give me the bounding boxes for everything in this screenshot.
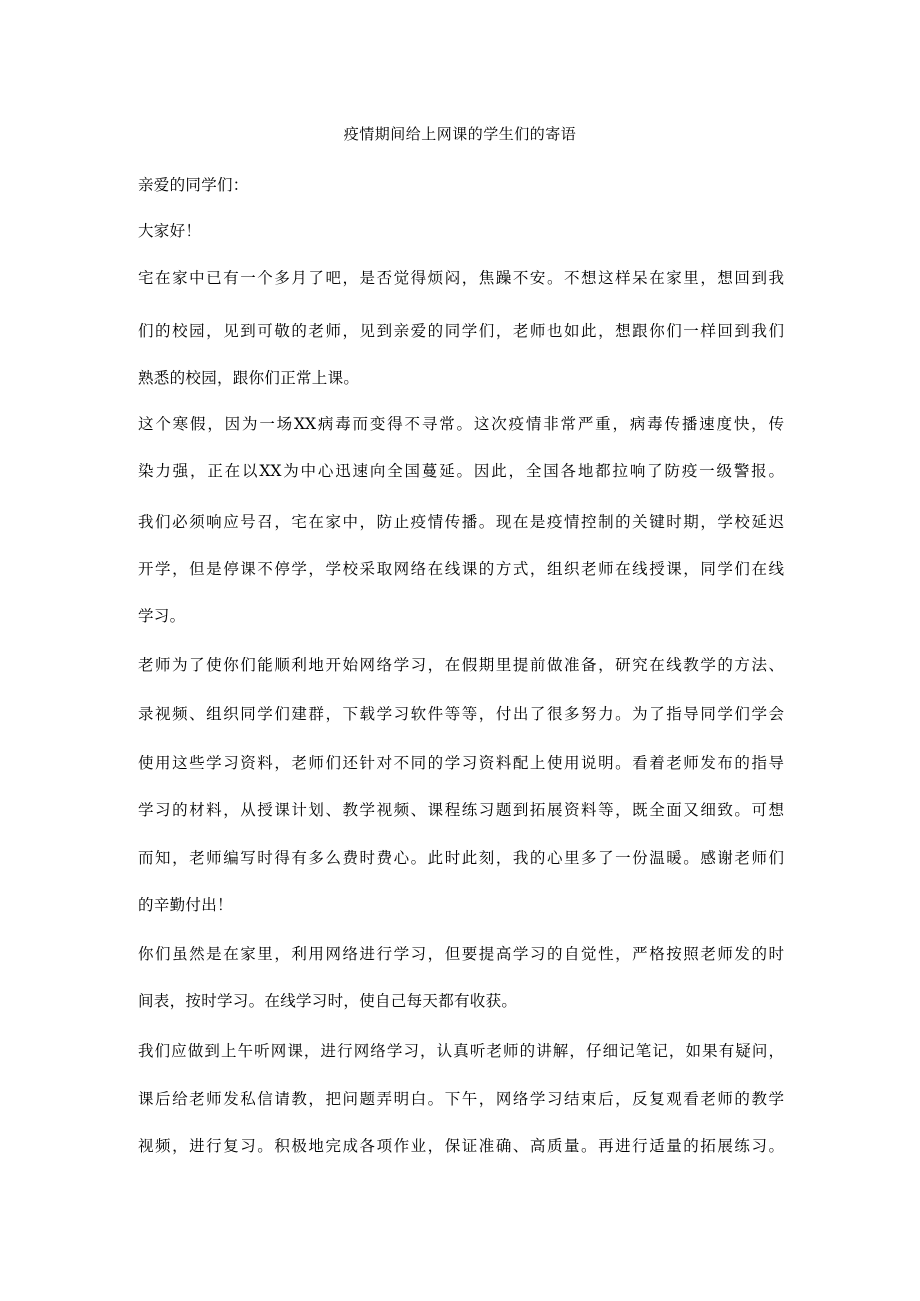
paragraph-3-line-3: 使用这些学习资料，老师们还针对不同的学习资料配上使用说明。看着老师发布的指导 [138, 754, 784, 772]
paragraph-3-line-1: 老师为了使你们能顺利地开始网络学习，在假期里提前做准备，研究在线教学的方法、 [138, 656, 784, 674]
paragraph-5-line-2: 课后给老师发私信请教，把问题弄明白。下午，网络学习结束后，反复观看老师的教学 [138, 1090, 784, 1108]
paragraph-2-line-5: 学习。 [138, 607, 186, 625]
paragraph-3-line-5: 而知，老师编写时得有多么费时费心。此时此刻，我的心里多了一份温暖。感谢老师们 [138, 849, 784, 867]
paragraph-2-line-2: 染力强，正在以XX为中心迅速向全国蔓延。因此，全国各地都拉响了防疫一级警报。 [138, 462, 784, 480]
paragraph-5-line-1: 我们应做到上午听网课，进行网络学习，认真听老师的讲解，仔细记笔记，如果有疑问， [138, 1042, 784, 1060]
paragraph-5-line-3: 视频，进行复习。积极地完成各项作业，保证准确、高质量。再进行适量的拓展练习。 [138, 1137, 784, 1155]
paragraph-1-line-3: 熟悉的校园，跟你们正常上课。 [138, 369, 360, 387]
salutation-line: 大家好！ [138, 222, 202, 240]
paragraph-2-line-4: 开学，但是停课不停学，学校采取网络在线课的方式，组织老师在线授课，同学们在线 [138, 560, 784, 578]
paragraph-4-line-2: 间表，按时学习。在线学习时，使自己每天都有收获。 [138, 992, 518, 1010]
paragraph-1-line-1: 宅在家中已有一个多月了吧，是否觉得烦闷，焦躁不安。不想这样呆在家里，想回到我 [138, 269, 784, 287]
paragraph-3-line-4: 学习的材料，从授课计划、教学视频、课程练习题到拓展资料等，既全面又细致。可想 [138, 801, 784, 819]
paragraph-3-line-6: 的辛勤付出！ [138, 896, 233, 914]
document-title: 疫情期间给上网课的学生们的寄语 [343, 125, 577, 143]
paragraph-2-line-3: 我们必须响应号召，宅在家中，防止疫情传播。现在是疫情控制的关键时期，学校延迟 [138, 513, 784, 531]
paragraph-1-line-2: 们的校园，见到可敬的老师，见到亲爱的同学们，老师也如此，想跟你们一样回到我们 [138, 322, 784, 340]
paragraph-3-line-2: 录视频、组织同学们建群，下载学习软件等等，付出了很多努力。为了指导同学们学会 [138, 705, 784, 723]
paragraph-2-line-1: 这个寒假，因为一场XX病毒而变得不寻常。这次疫情非常严重，病毒传播速度快，传 [138, 415, 784, 433]
paragraph-4-line-1: 你们虽然是在家里，利用网络进行学习，但要提高学习的自觉性，严格按照老师发的时 [138, 945, 784, 963]
greeting-line: 亲爱的同学们： [138, 176, 249, 194]
